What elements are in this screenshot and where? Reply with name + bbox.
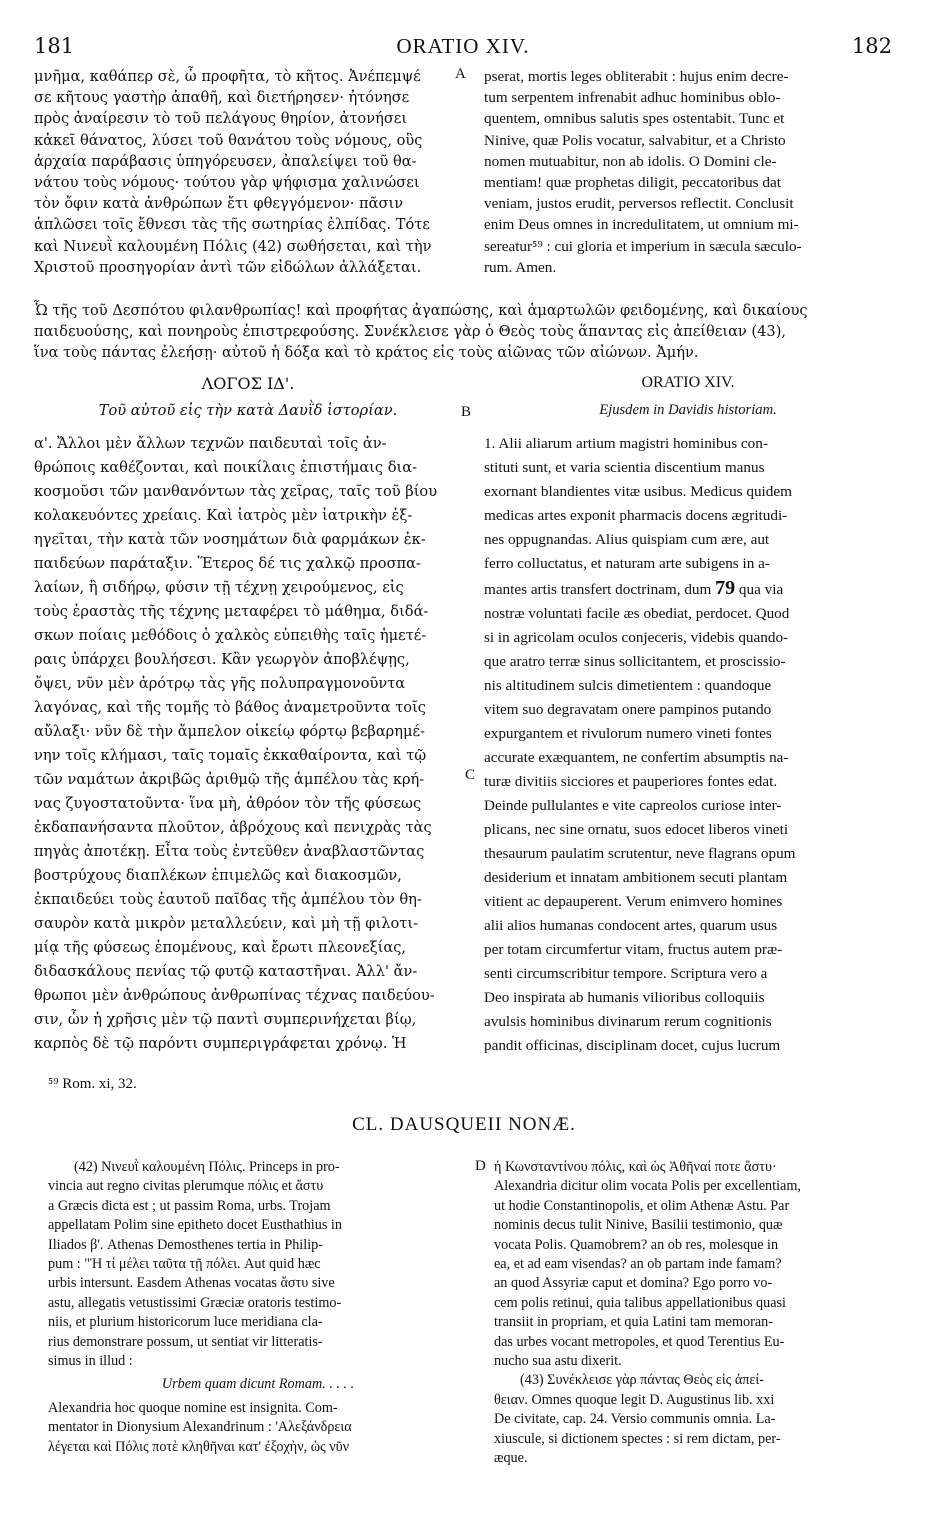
text-line: senti circumscribitur tempore. Scriptura vero a	[484, 965, 768, 982]
section-marker-d: D	[475, 1158, 486, 1174]
text-line: νάτου τοὺς νόμους· τούτου γὰρ ψήφισμα χαλινώσει	[34, 174, 420, 192]
text-line: ἐκδαπανήσαντα πλοῦτον, ἀβρόχους καὶ πενιχρὰς τὰς	[34, 819, 432, 836]
text-line: κοσμοῦσι τῶν μανθανόντων τὰς χεῖρας, ταῖς τοῦ βίου	[34, 483, 438, 500]
text-line: ἐκπαιδεύει τοὺς ἑαυτοῦ παῖδας τῆς ἀμπέλου τὸν θη-	[34, 891, 422, 908]
text-line: ἵνα τοὺς πάντας ἐλεήσῃ· αὐτοῦ ἡ δόξα καὶ τὸ κράτος εἰς τοὺς αἰῶνας τῶν αἰώνων. Ἀμήν.	[34, 344, 699, 361]
text-line: ὄψει, νῦν μὲν ἀρότρῳ τὰς γῆς πολυπραγμονοῦντα	[34, 675, 406, 692]
text-line: νας ζυγοστατοῦντα· ἵνα μὴ, ἀθρόον τὸν τῆς φύσεως	[34, 795, 422, 812]
text-line: tum serpentem infrenabit adhuc hominibus oblo-	[484, 89, 781, 107]
text-line: avulsis hominibus divinarum rerum cognitionis	[484, 1013, 772, 1030]
text-line: veniam, justos erudit, perversos reflectit. Conclusit	[484, 195, 794, 213]
text-line: ραις ὑπάρχει βουλήσεσι. Κἂν γεωργὸν ἀποβλέψῃς,	[34, 651, 410, 668]
text-line: μνῆμα, καθάπερ σὲ, ὦ προφῆτα, τὸ κῆτος. Ἀνέπεμψέ	[34, 68, 421, 85]
text-line: καὶ Νινευῒ καλουμένη Πόλις (42) σωθήσεται, καὶ τὴν	[34, 237, 432, 255]
section-marker-a: A	[455, 66, 466, 82]
text-line: das urbes vocant metropoles, et quod Terentius Eu-	[494, 1333, 785, 1350]
text-line: vitient ac depauperent. Verum enimvero homines	[484, 893, 783, 910]
text-line: Iliados β'. Athenas Demosthenes tertia in Philip-	[48, 1236, 323, 1253]
latin-body-column	[484, 432, 892, 1058]
text-line: σιν, ὧν ἡ χρῆσις μὲν τῷ παντὶ συμπερινήχεται βίῳ,	[34, 1011, 417, 1028]
running-title: ORATIO XIV.	[396, 34, 530, 58]
text-line: θρώποις καθέζονται, καὶ ποικίλαις ἐπιστήμαις δια-	[34, 459, 418, 476]
text-line: an quod Assyriæ caput et domina? Ego porro vo-	[494, 1275, 773, 1292]
text-line: σε κῆτους γαστὴρ ἀπαθῆ, καὶ διετήρησεν· ἠτόνησε	[34, 89, 410, 107]
text-line: rum. Amen.	[484, 258, 557, 276]
text-line	[484, 576, 892, 602]
text-line: nes oppugnandas. Alius quispiam cum ære, aut	[484, 531, 770, 548]
text-line: διδασκάλους πενίας τῷ φυτῷ καταστῆναι. Ἀλλ' ἄν-	[34, 963, 418, 980]
text-line: Alexandria dicitur olim vocata Polis per excellentiam,	[494, 1178, 801, 1195]
page-number-right: 182	[851, 34, 892, 58]
text-line: vitem suo degravatam onere pampinos putando	[484, 701, 772, 718]
text-line: κολακευόντες χρείαις. Καὶ ἰατρὸς μὲν ἰατρικὴν ἐξ-	[34, 507, 413, 524]
text-line: astu, allegatis vetustissimi Græciæ oratoris testimo-	[48, 1294, 342, 1311]
text-line: si in agricolam oculos conjeceris, videbis quando-	[484, 629, 789, 646]
greek-body-column	[34, 432, 462, 1056]
page-header	[34, 34, 892, 60]
text-line: niis, et plurium historicorum luce meridiana cla-	[48, 1314, 323, 1331]
text-line: μίᾳ τῆς φύσεως ἑπομένους, καὶ ἔρωτι πλεονεξίας,	[34, 939, 407, 956]
page-number-left: 181	[34, 34, 75, 58]
text-line: simus in illud :	[48, 1353, 133, 1370]
text-line: accurate exæquantem, ne confertim absumptis na-	[484, 749, 789, 766]
text-line: ferro colluctatus, et naturam arte subigens in a-	[484, 555, 770, 572]
text-line: vocata Polis. Quamobrem? an ob res, molesque in	[494, 1236, 779, 1253]
text-line: pandit officinas, disciplinam docet, cujus lucrum	[484, 1037, 781, 1054]
notes-title: CL. DAUSQUEII NONÆ.	[352, 1114, 576, 1135]
greek-full-width-passage	[34, 300, 892, 363]
text-line: Deinde pullulantes e vite capreolos curiose inter-	[484, 797, 782, 814]
verse-quote: Urbem quam dicunt Romam. . . . .	[161, 1376, 355, 1393]
text-line: τὸν ὄφιν κατὰ ἀνθρώπων ἔτι φθεγγόμενον· πᾶσιν	[34, 195, 404, 213]
notes-right-column	[494, 1158, 900, 1469]
text-line: (42) Νινευῒ καλουμένη Πόλις. Princeps in pro-	[74, 1159, 340, 1175]
text-line: thesaurum paulatim scrutentur, neve flagrans opum	[484, 845, 796, 862]
text-line: (43) Συνέκλεισε γὰρ πάντας Θεὸς εἰς ἀπεί-	[520, 1372, 764, 1389]
text-line: τοὺς ἐραστὰς τῆς τέχνης μεταφέρει τὸ μάθημα, διδά-	[34, 603, 429, 620]
text-line: ηγεῖται, τὴν κατὰ τῶν νοσημάτων διὰ φαρμάκων ἐκ-	[34, 531, 426, 548]
text-line: Deo inspirata ab humanis vilioribus colloquiis	[484, 989, 765, 1006]
text-line: καρπὸς δὲ τῷ παρόντι συμπεριγράφεται χρόνῳ. Ἡ	[34, 1035, 407, 1052]
greek-subheading: Τοῦ αὐτοῦ εἰς τὴν κατὰ Δαυῒδ ἱστορίαν.	[98, 402, 398, 419]
text-line: quentem, omnibus salutis spes ostentabit. Tunc et	[484, 110, 785, 128]
text-line: mentiam! quæ prophetas diligit, peccatoribus dat	[484, 174, 781, 192]
text-line: stituti sunt, et varia scientia discentium manus	[484, 459, 765, 476]
text-line: πρὸς ἀναίρεσιν τὸ τοῦ πελάγους θηρίον, ἀτονήσει	[34, 110, 408, 128]
text-line: νην τοῖς κλήμασι, ταῖς τομαῖς ἐκκαθαίροντα, καὶ τῷ	[34, 747, 427, 764]
text-line: nucho sua astu dixerit.	[494, 1353, 622, 1370]
text-line: pserat, mortis leges obliterabit : hujus enim decre-	[484, 68, 789, 85]
text-line: sereatur⁵⁹ : cui gloria et imperium in sæcula sæculo-	[484, 237, 802, 255]
text-line: θειαν. Omnes quoque legit D. Augustinus lib. xxi	[494, 1391, 775, 1408]
text-line: Ninive, quæ Polis vocatur, salvabitur, et a Christo	[484, 131, 786, 149]
text-line: ἡ Κωνσταντίνου πόλις, καὶ ὡς Ἀθῆναί ποτε ἄστυ·	[494, 1159, 777, 1175]
section-marker-c: C	[465, 767, 476, 783]
text-line: λαίων, ἢ σιδήρῳ, φύσιν τῇ τέχνῃ χειρούμενος, εἰς	[34, 579, 404, 596]
text-line: nomen mutuabitur, non ab idolis. O Domini cle-	[484, 152, 777, 170]
text-line: pum : "Ἡ τί μέλει ταῦτα τῇ πόλει. Aut quid hæc	[48, 1256, 321, 1273]
text-line: appellatam Polim sine epitheto docet Eusthathius in	[48, 1217, 342, 1234]
text-line: ut hodie Constantinopolis, et olim Athenæ Astu. Par	[494, 1197, 790, 1214]
text-line: De civitate, cap. 24. Versio communis omnia. La-	[494, 1411, 776, 1428]
text-line: plicans, nec sine ornatu, suos edocet liberos vineti	[484, 821, 789, 838]
section-marker-b: B	[461, 404, 472, 420]
text-line: λέγεται καὶ Πόλις ποτὲ κληθῆναι κατ' ἐξοχὴν, ὡς νῦν	[48, 1438, 350, 1455]
text-line: βοστρύχους διαπλέκων ἐπιμελῶς καὶ διακοσμῶν,	[34, 867, 402, 884]
text-fragment: qua via	[738, 581, 784, 598]
greek-heading: ΛΟΓΟΣ ΙΔ'.	[201, 374, 295, 393]
latin-top-column	[484, 66, 892, 278]
text-line: nostræ voluntati facile æs obediat, perdocet. Quod	[484, 605, 790, 622]
greek-top-column	[34, 66, 462, 278]
text-line: nominis decus tulit Ninive, Basilii testimonio, quæ	[494, 1217, 783, 1234]
text-line: alii alios humanas condocent artes, quarum usus	[484, 917, 778, 934]
text-line: Alexandria hoc quoque nomine est insignita. Com-	[48, 1399, 338, 1416]
text-line: vincia aut regno civitas plerumque πόλις et ἄστυ	[48, 1178, 324, 1195]
text-line: ea, et ad eam visendas? an ob partam inde famam?	[494, 1256, 782, 1273]
column-number: 79	[715, 577, 736, 599]
text-line: Χριστοῦ προσηγορίαν ἀντὶ τῶν εἰδώλων ἀλλάξεται.	[34, 258, 422, 276]
text-line: transiit in propriam, et quia Latini tam memoran-	[494, 1314, 773, 1331]
text-line: nis altitudinem sulcis dimetientem : quandoque	[484, 677, 772, 694]
footnote: ⁵⁹ Rom. xi, 32.	[48, 1076, 137, 1092]
text-line: urbis intersunt. Easdem Athenas vocatas ἄστυ sive	[48, 1275, 335, 1292]
text-line: λαγόνας, καὶ τῆς τομῆς τὸ βάθος ἀναμετροῦντα τοῖς	[34, 699, 426, 716]
text-line: ἀρχαία παράβασις ὑπηγόρευσεν, ἀπαλείψει τοῦ θα-	[34, 152, 417, 170]
notes-left-column	[48, 1158, 468, 1457]
text-line: σκων ποίαις μεθόδοις ὁ χαλκὸς εὐπειθὴς ταῖς ἡμετέ-	[34, 627, 427, 644]
text-line: mentator in Dionysium Alexandrinum : 'Αλεξάνδρεια	[48, 1419, 352, 1436]
text-line: ἁπλῶσει τοῖς ἔθνεσι τὰς τῆς σωτηρίας ἐλπίδας. Τότε	[34, 216, 430, 234]
text-line: κἀκεῖ θάνατος, λύσει τοῦ θανάτου τοὺς νόμους, οὓς	[34, 131, 423, 149]
text-line: 1. Alii aliarum artium magistri hominibus con-	[484, 435, 768, 452]
text-line: per totam circumfertur vitam, fructus autem præ-	[484, 941, 783, 958]
text-line: turæ divitiis sicciores et pauperiores fontes edat.	[484, 773, 778, 790]
text-line: παιδεύων παράταξιν. Ἕτερος δέ τις χαλκῷ προσπα-	[34, 555, 421, 572]
text-line: exornant blandientes vitæ usibus. Medicus quidem	[484, 483, 792, 500]
text-line: παιδευούσης, καὶ πονηροὺς ἐπιστρεφούσης. Συνέκλεισε γὰρ ὁ Θεὸς τοὺς ἅπαντας εἰς ἀπείθειαν (43),	[34, 323, 787, 340]
text-line: πηγὰς ἀποτέκῃ. Εἶτα τοὺς ἐντεῦθεν ἀναβλαστῶντας	[34, 843, 425, 860]
text-line: medicas artes exponit pharmacis docens ægritudi-	[484, 507, 788, 524]
latin-subheading: Ejusdem in Davidis historiam.	[599, 402, 777, 418]
text-line: que aratro terræ sinus sollicitantem, et proscissio-	[484, 653, 786, 670]
text-line: cem polis retinui, quia talibus appellationibus quasi	[494, 1294, 786, 1311]
text-line: enim Deus omnes in incredulitatem, ut omnium mi-	[484, 216, 799, 234]
text-line: xiuscule, si dictionem spectes : si rem dictam, per-	[494, 1430, 781, 1447]
text-line: α'. Ἄλλοι μὲν ἄλλων τεχνῶν παιδευταὶ τοῖς ἀν-	[34, 435, 387, 452]
text-line: θρωποι μὲν ἀνθρώπους ἀνθρωπίνας τέχνας παιδεύου-	[34, 987, 435, 1004]
text-line: a Græcis dicta est ; ut passim Roma, urbs. Trojam	[48, 1197, 331, 1214]
text-line: rius demonstrare possum, ut sentiat vir litteratis-	[48, 1333, 323, 1350]
text-line: Ὦ τῆς τοῦ Δεσπότου φιλανθρωπίας! καὶ προφήτας ἀγαπώσης, καὶ ἁμαρτωλῶν φειδομένης, καὶ δικαίους	[34, 302, 808, 319]
text-line: αὔλαξι· νῦν δὲ τὴν ἄμπελον οἰκείῳ φόρτῳ βεβαρημέ-	[34, 723, 425, 740]
latin-heading: ORATIO XIV.	[641, 374, 735, 391]
text-fragment: mantes artis transfert doctrinam, dum	[484, 581, 712, 598]
text-line: desiderium et innatam ambitionem secuti plantam	[484, 869, 788, 886]
text-line: æque.	[494, 1450, 528, 1467]
text-line: σαυρὸν κατὰ μικρὸν μεταλλεύειν, καὶ μὴ τῇ φιλοτι-	[34, 915, 419, 932]
text-line: τῶν ναμάτων ἀκριβῶς ἀριθμῷ τῆς ἀμπέλου τὰς κρή-	[34, 771, 425, 788]
text-line: expurgantem et rivulorum numero vineti fontes	[484, 725, 772, 742]
